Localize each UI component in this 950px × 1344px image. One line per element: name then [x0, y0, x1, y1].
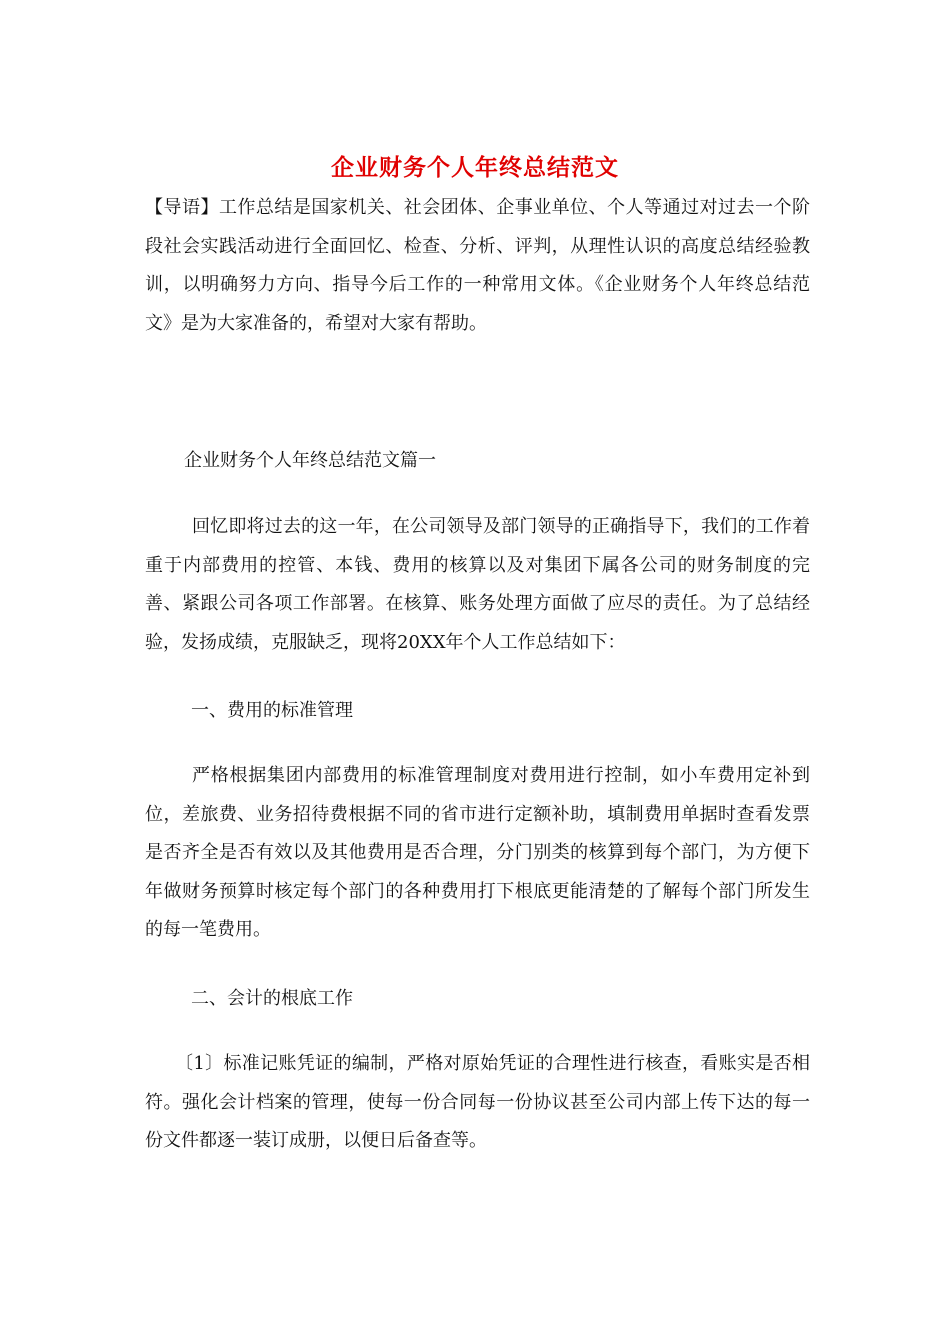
heading-2: 二、会计的根底工作 [191, 988, 353, 1009]
intro-paragraph: 【导语】工作总结是国家机关、社会团体、企事业单位、个人等通过对过去一个阶段社会实践活动进行全面回忆、检查、分析、评判，从理性认识的高度总结经验教训，以明确努力方向、指导今后工作的一种常用文体。《企业财务个人年终总结范文》是为大家准备的，希望对大家有帮助。 [145, 197, 810, 334]
section-title: 企业财务个人年终总结范文篇一 [184, 450, 436, 471]
body-paragraph-1: 回忆即将过去的这一年，在公司领导及部门领导的正确指导下，我们的工作着重于内部费用的控管、本钱、费用的核算以及对集团下属各公司的财务制度的完善、紧跟公司各项工作部署。在核算、账务处理方面做了应尽的责任。为了总结经验，发扬成绩，克服缺乏，现将20XX年个人工作总结如下： [145, 516, 810, 653]
body-paragraph-3: 〔1〕标准记账凭证的编制，严格对原始凭证的合理性进行核查，看账实是否相符。强化会计档案的管理，使每一份合同每一份协议甚至公司内部上传下达的每一份文件都逐一装订成册，以便日后备查等。 [145, 1053, 810, 1151]
heading-1: 一、费用的标准管理 [191, 700, 353, 721]
document-title: 企业财务个人年终总结范文 [331, 154, 619, 181]
body-paragraph-2: 严格根据集团内部费用的标准管理制度对费用进行控制，如小车费用定补到位，差旅费、业务招待费根据不同的省市进行定额补助，填制费用单据时查看发票是否齐全是否有效以及其他费用是否合理，分门别类的核算到每个部门，为方便下年做财务预算时核定每个部门的各种费用打下根底更能清楚的了解每个部门所发生的每一笔费用。 [145, 765, 810, 940]
